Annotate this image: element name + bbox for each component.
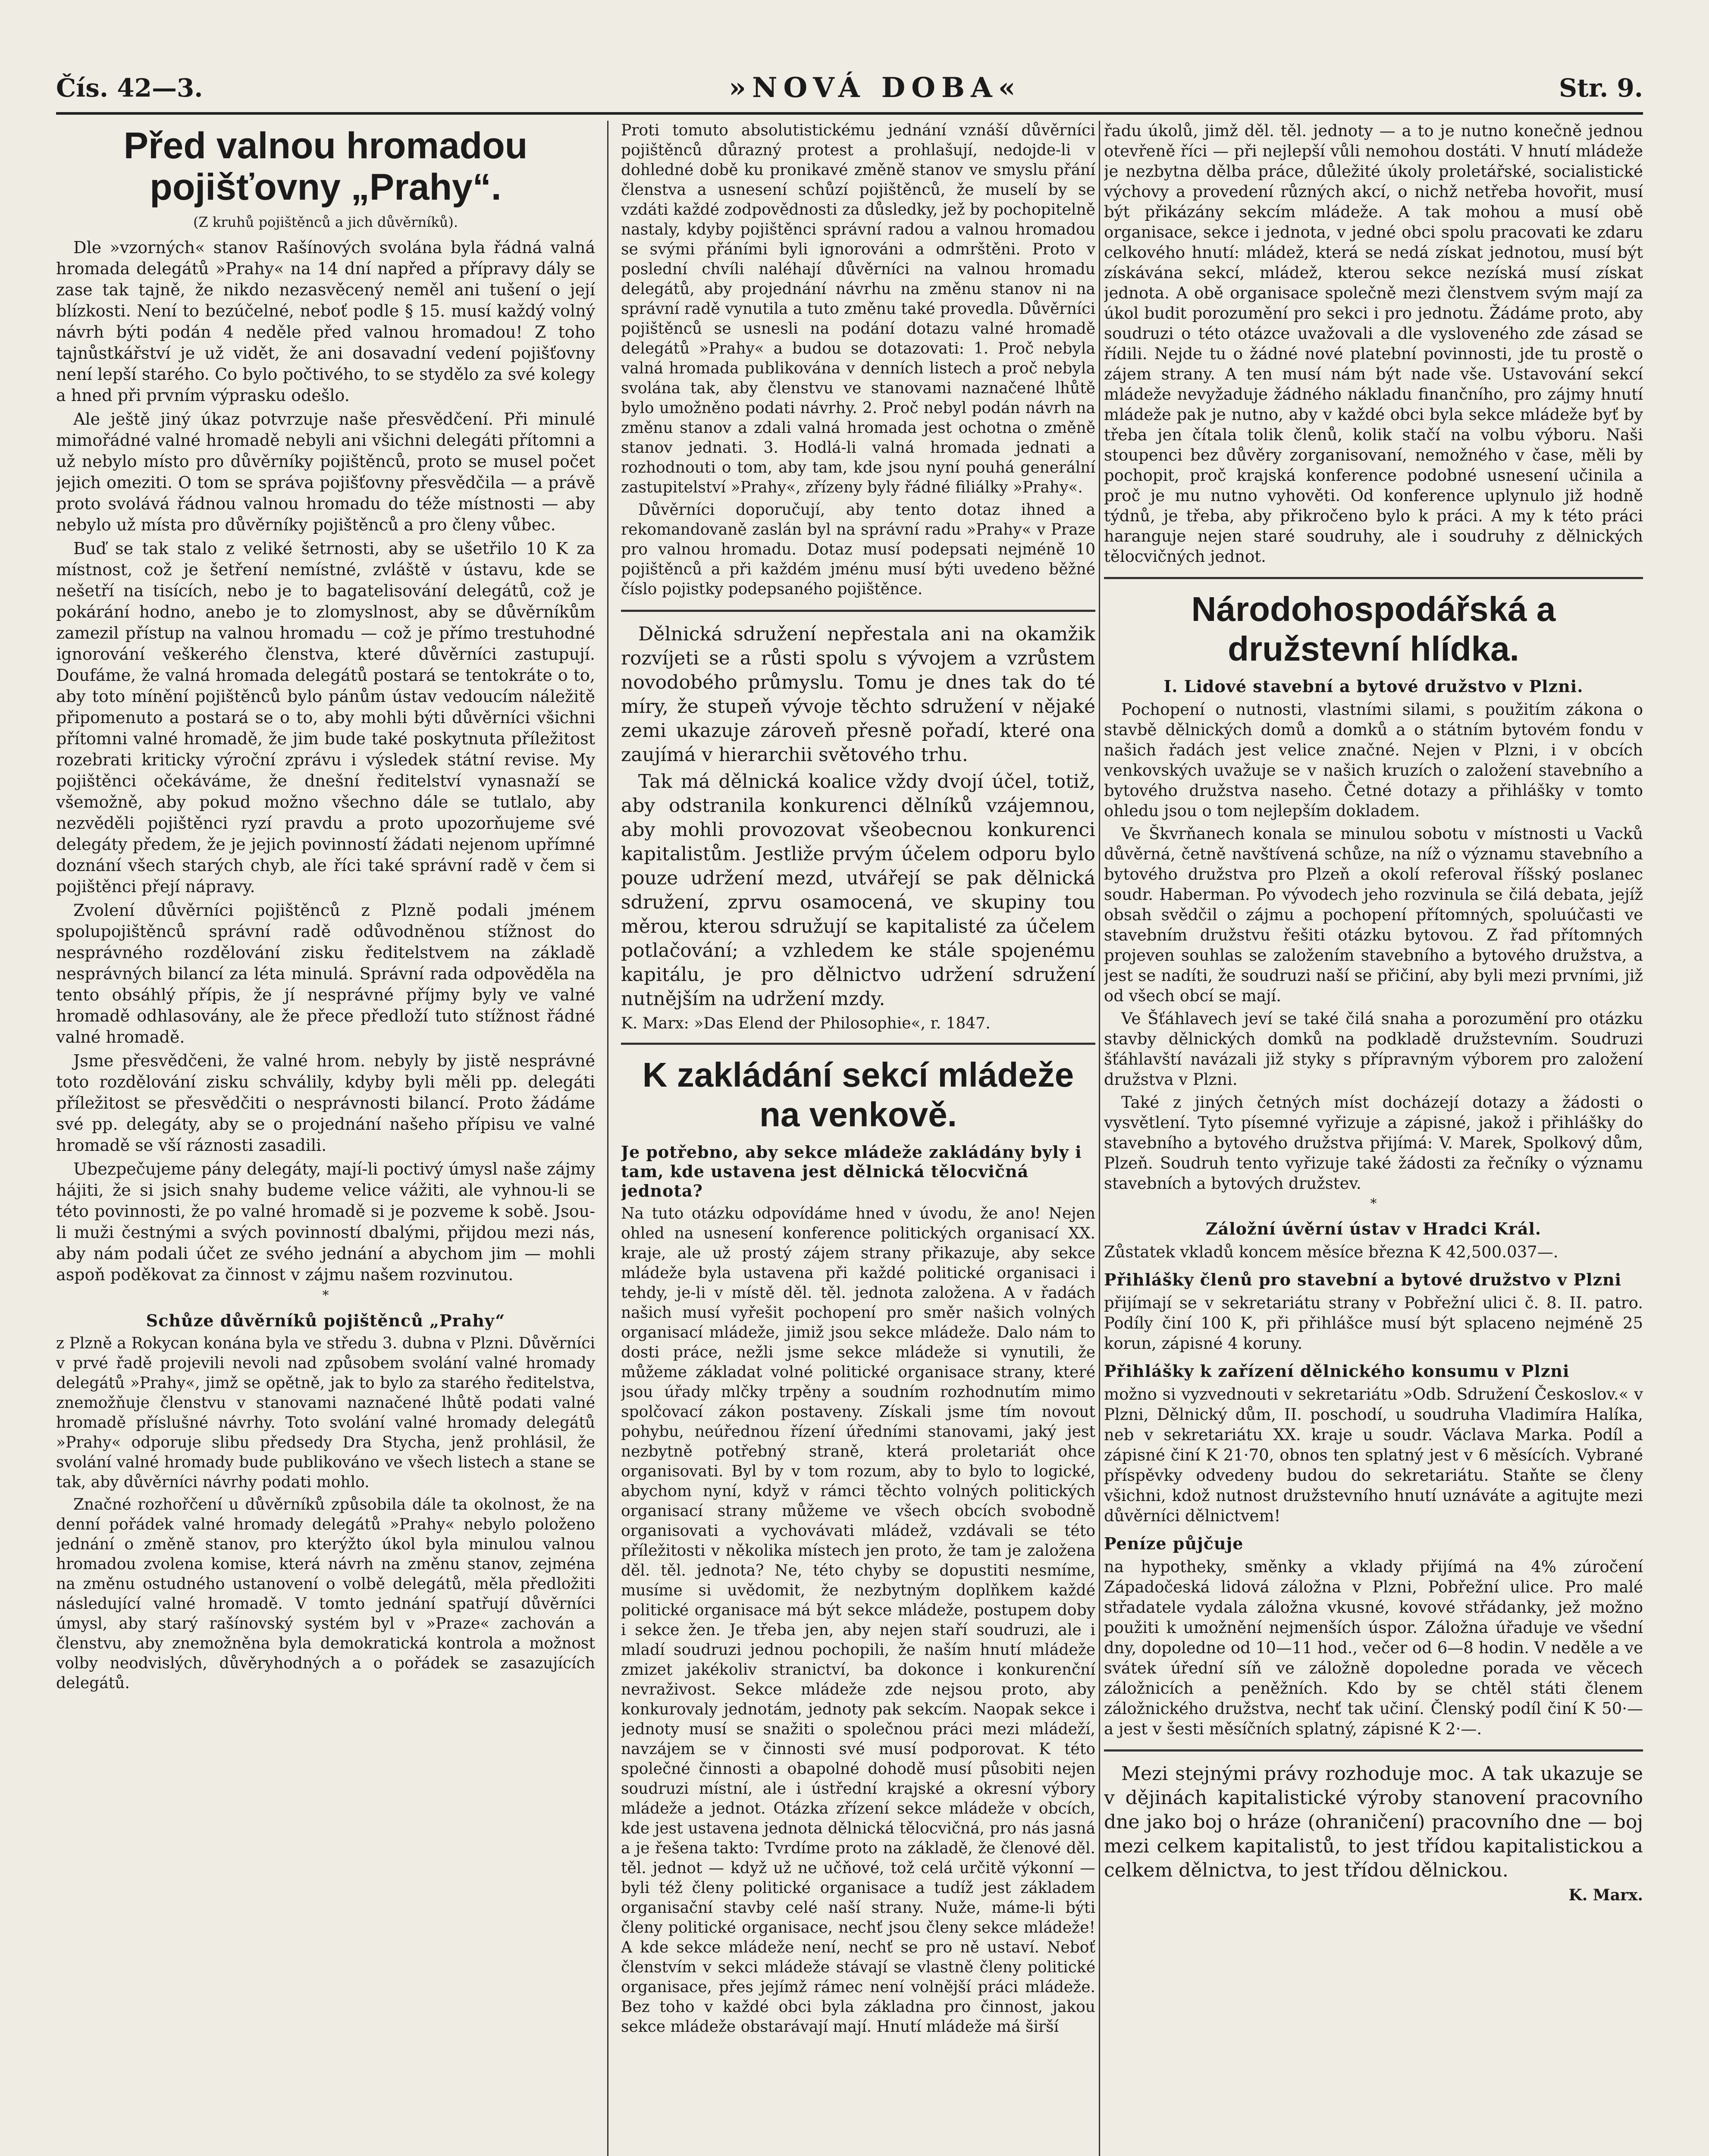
column-2 [621,121,1095,2156]
paragraph: možno si vyzvednouti v sekretariátu »Odb. Sdružení Českoslov.« v Plzni, Dělnický dům, II. poschodí, u soudruha Vladimíra Halíka, neb v sekretariátu XX. kraje u soudr. Václava Marka. Podíl a zápisné činí K 21·70, obnos ten splatný jest v 6 měsících. Vybrané příspěvky odvedeny budou do sekretariátu. Staňte se členy všichni, kdož nutnost družstevního hnutí uznáváte a agitujte mezi důvěrníci dělnictvem! [1104,1385,1643,1525]
paragraph: na hypotheky, směnky a vklady přijímá na 4% zúročení Západočeská lidová záložna v Plzni, Pobřežní ulice. Pro malé střadatele vydala záložna vkusné, kovové střádanky, jež možno použiti k umožnění nejmenších úspor. Záložna úřaduje ve všední dny, dopoledne od 10—11 hod., večer od 6—8 hodin. V neděle a ve svátek úřední síň ve záložně dopoledne porada ve věcech záložnicích a peněžních. Kdo by se chtěl státi členem záložnického družstva, nechť tak učiní. Členský podíl činí K 50·— a jest v šesti měsíčních splatný, zápisné K 2·—. [1104,1557,1643,1738]
paragraph: Na tuto otázku odpovídáme hned v úvodu, že ano! Nejen ohled na usnesení konference politických organisací XX. kraje, ale už prostý zájem strany přikazuje, aby sekce mládeže byla ustavena při každé politické organisaci i tehdy, je-li v místě děl. těl. jednota založena. A v řadách našich musí vyřešit pochopení pro směr našich volných organisací mládeže, jimiž jsou sekce mládeže. Dalo nám to dosti práce, nežli jsme sekce mládeže si vynutili, že můžeme základat volné politické organisace strany, které jsou úřady mlčky trpěny a soudním rozhodnutím mimo spolčovací zákon postaveny. Získali jsme tím novout pohybu, neúřednou řízení úředními stanovami, jaký jest nezbytně potřebný straně, která proletariát ohce organisovati. Byl by v tom rozum, aby to bylo to logické, abychom nyní, když v rámci těchto volných politických organisací strany můžeme ve všech obcích svobodně organisovati a vychovávati mládež, vzdávali se této příležitosti v několika místech jen proto, že tam je založena děl. těl. jednota? Ne, této chyby se dopustiti nesmíme, musíme si uvědomit, že nezbytným doplňkem každé politické organisace má být sekce mládeže, postupem doby i sekce žen. Je třeba jen, aby nejen staří soudruzi, ale i mladí soudruzi jednou pochopili, že naším hnutí mládeže zmizet jakékoliv stranictví, ba dokonce i konkurenční nevraživost. Sekce mládeže zde nejsou proto, aby konkurovaly jednotám, jednoty pak sekcím. Naopak sekce i jednoty musí se snažiti o společnou práci mezi mládeží, navzájem se v činnosti své musí podporovat. K této společné činnosti a obapolné dohodě musí působiti nejen soudruzi místní, ale i ústřední krajské a okresní výbory mládeže a jednot. Otázka zřízení sekce mládeže v obcích, kde jest ustavena jednota dělnická tělocvičná, pro nás jasná a je řešena takto: Tvrdíme proto na základě, že členové děl. těl. jednot — když už ne učňové, tož celá určitě výkonní — byli též členy politické organisace a tudíž jest základem organisační stavby celé naší strany. Nuže, máme-li býti členy politické organisace, nechť jsou členy sekce mládeže! A kde sekce mládeže není, nechť se pro ně ustaví. Neboť členstvím v sekci mládeže stávají se vlastně členy politické organisace, přes jejímž rámec není volnější práci mládeže. Bez toho v každé obci byla základna pro činnost, jakou sekce mládeže obstarávají mají. Hnutí mládeže má širší [621,1205,1095,2036]
quote-paragraph: Dělnická sdružení nepřestala ani na okamžik rozvíjeti se a růsti spolu s vývojem a vzrůstem novodobého průmyslu. Tomu je dnes tak do té míry, že stupeň vývoje těchto sdružení v nějaké zemi ukazuje zároveň přesně pořadí, které ona zaujímá v hierarchii světového trhu. [621,623,1095,766]
quote-paragraph: Mezi stejnými právy rozhoduje moc. A tak ukazuje se v dějinách kapitalistické výroby stanovení pracovního dne jako boj o hráze (ohraničení) pracovního dne — boj mezi celkem kapitalistů, to jest třídou kapitalistickou a celkem dělnictva, to jest třídou dělnickou. [1104,1763,1643,1881]
article-title: Před valnou hromadou pojišťovny „Prahy“. [123,125,528,208]
paragraph: Ve Šťáhlavech jeví se také čilá snaha a porozumění pro otázku stavby dělnických domků na podkladě družstevním. Soudruzi šťáhlavští navázali již styky s přípravným výborem pro založení družstva v Plzni. [1104,1009,1643,1089]
masthead: »NOVÁ DOBA« [729,72,1022,104]
article-lead: Je potřebno, aby sekce mládeže zakládány byly i tam, kde ustavena jest dělnická tělocvičná jednota? [621,1142,1082,1200]
paragraph: Také z jiných četných míst docházejí dotazy a žádosti o vysvětlení. Tyto písemné vyřizuje a zápisné, jakož i přihlášky do stavebního a bytového družstva přijímá: V. Marek, Spolkový dům, Plzeň. Soudruh tento vyřizuje také žádosti za řečníky o významu stavebních a bytových družstev. [1104,1093,1643,1193]
paragraph: Ubezpečujeme pány delegáty, mají-li poctivý úmysl naše zájmy hájiti, že si jsich snahy budeme velice vážiti, ale vyhnou-li se této povinnosti, že po valné hromadě si je pozveme k sobě. Jsou-li muži čestnými a svých povinností dbalými, přijdou mezi nás, aby nám podali účet ze svého jednání a abychom jim — mohli aspoň poděkovat za činnost v zájmu našem rozvinutou. [56,1159,595,1284]
quote-paragraph: Tak má dělnická koalice vždy dvojí účel, totiž, aby odstranila konkurenci dělníků vzájemnou, aby mohli provozovat všeobecnou konkurenci kapitalistům. Jestliže prvým účelem odporu bylo pouze udržení mezd, utvářejí se pak dělnická sdružení, zprvu osamocená, ve skupiny tou měrou, kterou sdružují se kapitalisté za účelem potlačování; a vzhledem ke stále spojenému kapitálu, je pro dělnictvo udržení sdružení nutnějším na udržení mzdy. [621,771,1095,1010]
page-header [56,65,1643,115]
column-3 [1104,121,1643,2156]
section-title: Záložní úvěrní ústav v Hradci Král. [1205,1219,1542,1238]
column-rule [607,121,608,2156]
quote-source: K. Marx. [1568,1886,1643,1904]
separator-star: * [322,1288,329,1303]
paragraph: Ale ještě jiný úkaz potvrzuje naše přesvědčení. Při minulé mimořádné valné hromadě nebyli ani všichni delegáti přítomni a už nebylo místo pro důvěrníky pojištěnců, proto se musel počet jejich omeziti. O tom se správa pojišťovny přesvědčila — a právě proto svolává řádnou valnou hromadu do téže místnosti — aby nebylo už místa pro důvěrníky pojištěnců a pro členy vůbec. [56,410,595,534]
page-number: Str. 9. [1559,73,1643,103]
quote-source: K. Marx: »Das Elend der Philosophie«, r. 1847. [621,1015,991,1032]
article-title: Národohospodářská a družstevní hlídka. [1191,590,1556,668]
section-divider [1104,577,1643,579]
column-1 [56,121,595,2156]
article-title: K zakládání sekcí mládeže na venkově. [642,1056,1074,1134]
paragraph: přijímají se v sekretariátu strany v Pobřežní ulici č. 8. II. patro. Podíly činí 100 K, při přihlášce musí být splaceno nejméně 25 korun, zápisné 4 koruny. [1104,1294,1643,1353]
section-lead: Přihlášky k zařízení dělnického konsumu v Plzni [1104,1361,1570,1381]
paragraph: Proti tomuto absolutistickému jednání vznáší důvěrníci pojištěnců důrazný protest a prohlašují, nedojde-li v dohledné době ku pronikavé změně stanov ve smyslu přání členstva a usnesení schůzí pojištěnců, že muselí by se vzdáti každé zodpovědnosti za důsledky, jež by pochopitelně nastaly, kdyby pojištěnci správní radou a valnou hromadou se svými přáními byli ignorováni a odmrštěni. Proto v poslední chvíli naléhají důvěrníci na valnou hromadu delegátů, aby projednání návrhu na změnu stanov ni na správní radě vynutila a tuto změnu také provedla. Důvěrníci pojištěnců se usnesli na podání dotazu valné hromadě delegátů »Prahy« a budou se dotazovati: 1. Proč nebyla valná hromada publikována v denních listech a proč nebyla svolána tak, aby členstvu ve stanovami naznačené lhůtě bylo umožněno podati návrhy. 2. Proč nebyl podán návrh na změnu stanov a zdali valná hromada jest ochotna o změně stanov jednati. 3. Hodlá-li valná hromada jednati a rozhodnouti o tom, aby tam, kde jsou nyní pouhá generální zastupitelství »Prahy«, zřízeny byly řádné filiálky »Prahy«. [621,122,1095,496]
section-title: Schůze důvěrníků pojištěnců „Prahy“ [146,1311,505,1330]
section-title: I. Lidové stavební a bytové družstvo v Plzni. [1163,677,1584,696]
section-lead: Přihlášky členů pro stavební a bytové družstvo v Plzni [1104,1270,1622,1289]
section-divider [621,610,1095,612]
separator-star: * [1370,1196,1377,1211]
paragraph: Zůstatek vkladů koncem měsíce března K 42,500.037—. [1104,1243,1558,1261]
section-lead: Peníze půjčuje [1104,1534,1244,1553]
paragraph: Jsme přesvědčeni, že valné hrom. nebyly by jistě nesprávné toto rozdělování zisku schválily, kdyby byli měli pp. delegáti příležitost se přesvědčiti o nesprávnosti bilancí. Proto žádáme své pp. delegáty, aby se o projednání našeho přípisu ve valné hromadě se vší ráznosti zasadili. [56,1051,595,1155]
issue-number: Čís. 42—3. [56,73,203,103]
paragraph: Dle »vzorných« stanov Rašínových svolána byla řádná valná hromada delegátů »Prahy« na 14 dní napřed a přípravy dály se zase tak tajně, že nikdo nezasvěcený neměl ani tušení o její blízkosti. Není to bezúčelné, neboť podle § 15. musí každý volný návrh býti podán 4 neděle před valnou hromadou! Z toho tajnůstkářství je už vidět, že ani dosavadní vedení pojišťovny není lepší starého. Co bylo počtivého, to se stydělo za své kolegy a hned při prvním výprasku odešlo. [56,238,595,405]
paragraph: Důvěrníci doporučují, aby tento dotaz ihned a rekomandovaně zaslán byl na správní radu »Prahy« v Praze pro valnou hromadu. Dotaz musí podepsati nejméně 10 pojištěnců a při každém jménu musí býti uvedeno běžné číslo pojistky podepsaného pojištěnce. [621,501,1095,598]
section-divider [621,1043,1095,1045]
column-rule [1099,121,1100,2156]
paragraph: Pochopení o nutnosti, vlastními silami, s použitím zákona o stavbě dělnických domů a domků a o státním bytovém fondu v našich řadách jest velice značné. Nejen v Plzni, i v obcích venkovských uvažuje se v našich kruzích o založení stavebního a bytového družstva naseho. Četné dotazy a přihlášky v tomto ohledu jsou o tom nejlepším dokladem. [1104,700,1643,820]
article-subtitle: (Z kruhů pojištěnců a jich důvěrníků). [193,214,458,230]
paragraph: Zvolení důvěrníci pojištěnců z Plzně podali jménem spolupojištěnců správní radě odůvodněnou stížnost do nesprávného rozdělování zisku ředitelstvem na základě nesprávných bilancí za léta minulá. Správní rada odpověděla na tento obsáhlý přípis, že jí nesprávné příjmy byly ve valné hromadě odhlasovány, ale že přece předloží tuto stížnost řádné valné hromadě. [56,901,595,1047]
paragraph: Buď se tak stalo z veliké šetrnosti, aby se ušetřilo 10 K za místnost, což je šetření nemístné, zvláště v ústavu, kde se nešetří na tisících, nebo je to bagatelisování delegátů, což je pokárání hodno, anebo je to zlomyslnost, aby se důvěrníkům zamezil přístup na valnou hromadu — což je přímo trestuhodné ignorování veškerého členstva, které důvěrníci zastupují. Doufáme, že valná hromada delegátů postará se tentokráte o to, aby toto mínění pojištěnců bylo pánům ústav vedoucím náležitě připomenuto a postará se o to, aby mohli býti důvěrníci všichni přítomni valné hromadě, že jim bude také poskytnuta příležitost rozebrati kriticky výroční zprávu i výsledek státní revise. My pojištěnci očekáváme, že dnešní ředitelství vynasnaží se všemožně, aby pokud možno všechno dále se tutlalo, aby nezvěděli pojištěnci ryzí pravdu a proto upozorňujeme své delegáty předem, že je jejich povinností žádati nejenom upřímné doznání všech starých chyb, ale říci také správní radě v čem si pojištěnci přejí nápravy. [56,539,595,896]
paragraph: Značné rozhořčení u důvěrníků způsobila dále ta okolnost, že na denní pořádek valné hromady delegátů »Prahy« nebylo položeno jednání o změně stanov, pro kterýžto úkol byla minulou valnou hromadou zvolena komise, která návrh na změnu stanov, zejména na změnu ostudného ustanovení o volbě delegátů, měla předložiti následující valné hromadě. V tomto jednání spatřují důvěrníci úmysl, aby starý rašínovský systém byl v »Praze« zachován a členstvu, aby znemožněna byla demokratická kontrola a možnost volby neodvislých, důvěryhodných a o pořádek se zasazujících delegátů. [56,1496,595,1692]
paragraph: Ve Škvrňanech konala se minulou sobotu v místnosti u Vacků důvěrná, četně navštívená schůze, na níž o významu stavebního a bytového družstva pro Plzeň a okolí referoval říšský poslanec soudr. Haberman. Po vývodech jeho rozvinula se čilá debata, jejíž obsah svědčil o zájmu a pochopení přítomných, spoluúčasti ve stavebním družstvu řešiti otázku bytovou. Z řad přítomných projeven souhlas se založením stavebního a bytového družstva, a jest se nadíti, že soudruzi naší se přičiní, aby byli mezi prvními, již od všech obcí se mají. [1104,824,1643,1005]
paragraph: z Plzně a Rokycan konána byla ve středu 3. dubna v Plzni. Důvěrníci v prvé řadě projevili nevoli nad způsobem svolání valné hromady delegátů »Prahy«, jimž se opětně, jak to bylo za starého ředitelstva, znemožňuje členstvu v stanovami naznačené lhůtě podati valné hromadě příslušné návrhy. Toto svolání valné hromady delegátů »Prahy« odporuje slibu předsedy Dra Stycha, jenž prohlásil, že svolání valné hromady bude publikováno ve všech listech a stane se tak, aby důvěrníci návrhy podati mohlo. [56,1335,595,1491]
section-divider [1104,1749,1643,1752]
paragraph: řadu úkolů, jimž děl. těl. jednoty — a to je nutno konečně jednou otevřeně říci — při nejlepší vůli nemohou dostáti. V hnutí mládeže je nezbytna dělba práce, důležité úkoly proletářské, socialistické výchovy a provedení různých akcí, o nichž netřeba hovořit, musí být přikázány sekcím mládeže. A tak mohou a musí obě organisace, sekce i jednota, v jedné obci spolu pracovati ke zdaru celkového hnutí: mládež, která se nedá získat jednotou, musí být získávána sekcí, mládež, kterou sekce nezíská musí získat jednota. A obě organisace společně mezi členstvem svým mají za úkol budit porozumění pro sekci i pro jednotu. Žádáme proto, aby soudruzi o této otázce uvažovali a dle vysloveného zde zásad se řídili. Nejde tu o žádné nové platební povinnosti, jde tu prostě o zájem strany. A ten musí nám být nade vše. Ustavování sekcí mládeže nevyžaduje žádného nákladu finančního, pro zájmy hnutí mládeže pak je nutno, aby v každé obci byla sekce mládeže byť by třeba jen čítala tolik členů, kolik stačí na volbu výboru. Naši stoupenci bez důvěry zorganisovaní, nemožného v čase, měli by pochopit, proč krajská konference podobné usnesení učinila a proč je mu nutno vyhověti. Od konference uplynulo již hodně týdnů, je třeba, aby přikročeno bylo k práci. A my k této práci haranguje nejen staré soudruhy, ale i soudruhy z dělnických tělocvičných jednot. [1104,122,1643,566]
